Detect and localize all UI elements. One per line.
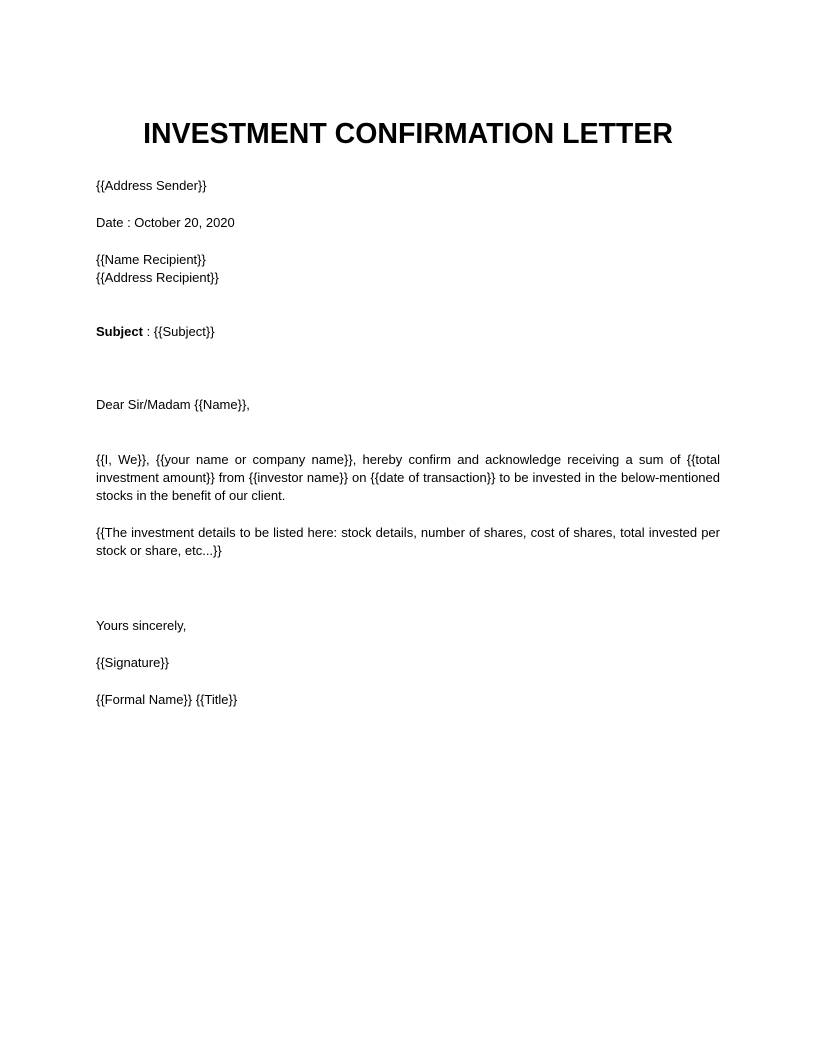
sender-address: {{Address Sender}} xyxy=(96,178,207,193)
subject-line xyxy=(96,323,215,341)
subject-value: : {{Subject}} xyxy=(142,324,215,339)
body-paragraph-1: {{I, We}}, {{your name or company name}}, hereby confirm and acknowledge receiving a sum of {{total investment amount}} from {{investor name}} on {{date of transaction}} to be invested in the below-mentioned stocks in the benefit of our client. xyxy=(96,452,720,503)
recipient-name: {{Name Recipient}} xyxy=(96,252,206,267)
salutation: Dear Sir/Madam {{Name}}, xyxy=(96,397,250,412)
formal-name-title: {{Formal Name}} {{Title}} xyxy=(96,692,238,707)
subject-label: Subject xyxy=(96,324,143,339)
signature: {{Signature}} xyxy=(96,655,170,670)
closing: Yours sincerely, xyxy=(96,618,187,633)
letter-date: Date : October 20, 2020 xyxy=(96,215,235,230)
recipient-address: {{Address Recipient}} xyxy=(96,270,219,285)
letter-title: INVESTMENT CONFIRMATION LETTER xyxy=(143,118,673,150)
body-paragraph-2: {{The investment details to be listed here: stock details, number of shares, cost of shares, total invested per stock or share, etc...}} xyxy=(96,525,720,558)
